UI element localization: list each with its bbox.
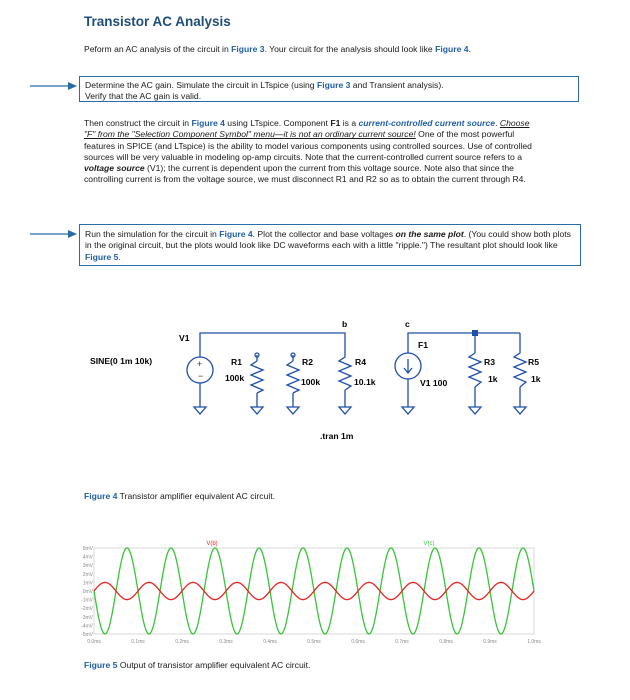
x-tick-label: 0.4ms (263, 639, 277, 645)
figure4-caption (84, 491, 275, 501)
x-tick-label: 0.0ms (87, 639, 101, 645)
y-tick-label: 5mV (82, 546, 93, 552)
p2-text-4: . (495, 118, 500, 128)
source-label: SINE(0 1m 10k) (90, 356, 153, 366)
figure3-link[interactable]: Figure 3 (316, 80, 351, 90)
figure5-link[interactable]: Figure 5 (85, 251, 119, 262)
intro-text-3: . (468, 44, 471, 54)
r4-value: 10.1k (354, 377, 376, 387)
y-tick-label: -2mV (81, 606, 93, 613)
r5-label: R5 (528, 357, 539, 367)
box2-text: Run the simulation for the circuit in (85, 229, 220, 239)
same-plot-term: on the same plot (395, 229, 464, 239)
arrow-pointer-icon (30, 80, 78, 92)
voltage-source-term: voltage source (84, 163, 145, 174)
ground-icon (194, 407, 526, 414)
figure5-caption-label: Figure 5 (84, 660, 118, 670)
instructions-paragraph (84, 118, 542, 186)
figure4-link[interactable]: Figure 4 (191, 118, 225, 128)
waveform-plot (80, 538, 550, 650)
r5-resistor (514, 333, 526, 387)
ccs-term: current-controlled current source (358, 118, 496, 128)
f1-label: F1 (418, 340, 429, 350)
tran-directive: .tran 1m (320, 431, 354, 441)
x-tick-label: 1.0ms (527, 639, 541, 645)
y-tick-label: -5mV (81, 632, 93, 638)
y-tick-label: 2mV (82, 571, 93, 578)
legend-vb: V(b) (206, 541, 218, 547)
x-tick-label: 0.2ms (175, 639, 189, 645)
legend-vc: V(c) (423, 541, 435, 547)
p2-text: Then construct the circuit in (84, 118, 192, 128)
figure5-caption-text: Output of transistor amplifier equivalent AC circuit. (117, 660, 311, 670)
box1-text: Determine the AC gain. Simulate the circuit in LTspice (using (85, 80, 317, 90)
x-tick-label: 0.3ms (219, 639, 233, 645)
x-tick-label: 0.5ms (307, 639, 321, 645)
figure4-link[interactable]: Figure 4 (435, 44, 469, 54)
r2-resistor (287, 361, 299, 393)
r2-label: R2 (302, 357, 313, 367)
x-tick-label: 0.8ms (439, 639, 453, 645)
figure4-link[interactable]: Figure 4 (219, 229, 253, 239)
box2-text-3: . (You could show both plots in the original circuit, but the plots would look like DC waveforms each with a little "ripple.") The resultant plot should look like (85, 229, 571, 251)
choose-f-note: Choose "F" from the "Selection Component Symbol" menu—it is not an ordinary current source! (84, 118, 530, 140)
v1-label: V1 (179, 333, 190, 343)
plus-sign: + (197, 359, 203, 369)
intro-paragraph (84, 44, 534, 55)
box2-text-4: . (118, 251, 121, 262)
intro-text: Peform an AC analysis of the circuit in (84, 44, 232, 54)
node-c-label: c (405, 319, 410, 329)
task-box-ac-gain (79, 76, 579, 102)
x-tick-label: 0.1ms (131, 639, 145, 645)
r2-value: 100k (301, 377, 321, 387)
figure5-caption (84, 660, 310, 670)
r4-label: R4 (355, 357, 366, 367)
x-tick-label: 0.9ms (483, 639, 497, 645)
r5-value: 1k (531, 374, 541, 384)
figure4-caption-text: Transistor amplifier equivalent AC circuit. (117, 491, 276, 501)
r4-resistor (339, 353, 351, 390)
y-tick-label: 0mV (82, 589, 93, 595)
p2-text-5: One of the most powerful features in SPICE (and LTspice) is the ability to model various components using controlled sources. Use of controlled sources will be very valuable in modeling op-amp circuits. Note that the current-controlled current source refers to a (84, 129, 532, 162)
box1-text-3: Verify that the AC gain is valid. (85, 91, 202, 102)
node-b-label: b (342, 319, 348, 329)
p2-text-2: using LTspice. Component (224, 118, 331, 128)
p2-text-3: is a (340, 118, 359, 128)
f1-label: F1 (330, 118, 341, 128)
task-box-run-simulation (79, 224, 581, 266)
circuit-schematic (70, 315, 570, 445)
r1-label: R1 (231, 357, 242, 367)
minus-sign: − (198, 371, 204, 381)
r1-resistor (251, 361, 263, 393)
y-tick-label: 4mV (82, 554, 93, 561)
y-tick-label: -3mV (81, 614, 93, 621)
arrow-pointer-icon (30, 228, 78, 240)
r3-value: 1k (488, 374, 498, 384)
r3-resistor (469, 353, 481, 387)
r3-label: R3 (484, 357, 495, 367)
f1-value: V1 100 (420, 378, 448, 388)
r1-value: 100k (225, 373, 245, 383)
y-tick-label: 1mV (82, 580, 93, 587)
x-tick-label: 0.7ms (395, 639, 409, 645)
y-tick-label: -1mV (81, 597, 93, 604)
x-tick-label: 0.6ms (351, 639, 365, 645)
top-wire-left (200, 333, 345, 353)
y-tick-label: 3mV (82, 563, 93, 570)
box1-text-2: and Transient analysis). (350, 80, 444, 90)
figure4-caption-label: Figure 4 (84, 491, 118, 501)
intro-text-2: . Your circuit for the analysis should look like (264, 44, 436, 54)
y-tick-label: -4mV (81, 623, 93, 630)
junction-dot (472, 330, 478, 336)
page-title: Transistor AC Analysis (84, 14, 231, 29)
series-vb-line (94, 582, 534, 599)
figure3-link[interactable]: Figure 3 (231, 44, 265, 54)
p2-text-6: (V1); the current is dependent upon the current from this voltage source. Note also that since the controlling current is from the voltage source, we must disconnect R1 and R2 so as to obtain the current through R4. (84, 163, 526, 185)
box2-text-2: . Plot the collector and base voltages (252, 229, 396, 239)
